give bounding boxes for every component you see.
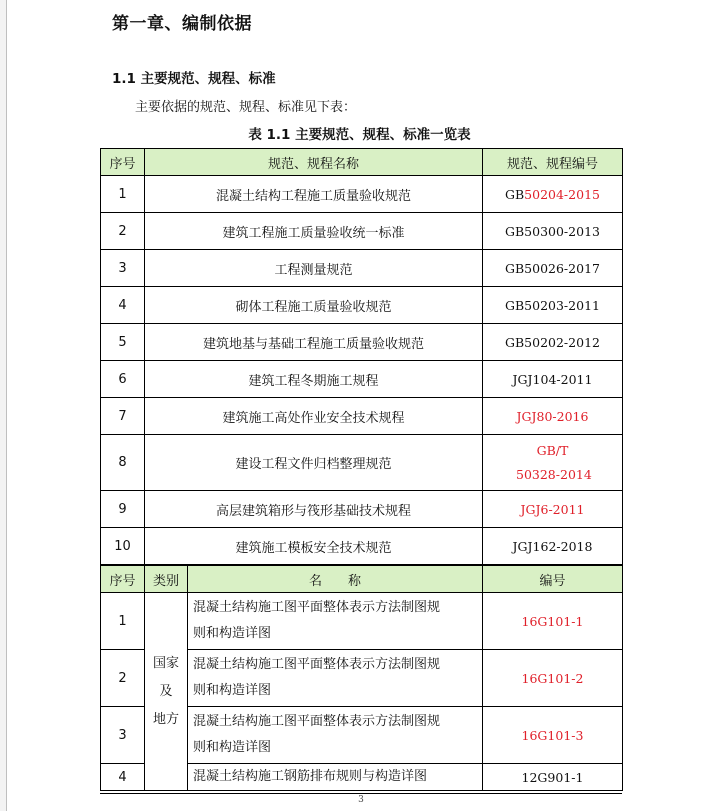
category-cell	[145, 593, 188, 791]
table-header-row	[101, 149, 623, 176]
atlas-table	[100, 565, 623, 791]
name-line-2: 则和构造详图	[193, 683, 272, 698]
table-row	[101, 435, 623, 491]
code-line-2: 50328-2014	[516, 466, 592, 482]
row-name: 建筑施工模板安全技术规范	[145, 528, 483, 565]
row-name	[188, 707, 483, 764]
code-prefix: GB	[505, 186, 525, 202]
category-line: 地方	[152, 711, 179, 727]
row-name: 建设工程文件归档整理规范	[145, 435, 483, 491]
row-name: 混凝土结构工程施工质量验收规范	[145, 176, 483, 213]
header-category: 类别	[145, 566, 188, 593]
row-name	[188, 593, 483, 650]
row-no: 3	[101, 250, 145, 287]
row-code: JGJ162-2018	[483, 528, 623, 565]
table-row	[101, 176, 623, 213]
row-name: 工程测量规范	[145, 250, 483, 287]
row-no: 2	[101, 213, 145, 250]
category-line: 国家	[152, 655, 179, 671]
code-number: 50204-2015	[524, 186, 600, 202]
category-line: 及	[159, 683, 173, 699]
row-name: 高层建筑箱形与筏形基础技术规程	[145, 491, 483, 528]
header-name: 规范、规程名称	[145, 149, 483, 176]
header-no: 序号	[101, 149, 145, 176]
table-row	[101, 593, 623, 650]
code-line-1: GB/T	[536, 442, 569, 458]
row-name: 建筑工程施工质量验收统一标准	[145, 213, 483, 250]
row-no: 3	[101, 707, 145, 764]
page-left-edge	[0, 0, 7, 811]
header-name: 名 称	[188, 566, 483, 593]
row-code: GB50026-2017	[483, 250, 623, 287]
row-name: 建筑施工高处作业安全技术规程	[145, 398, 483, 435]
row-no: 5	[101, 324, 145, 361]
row-no: 10	[101, 528, 145, 565]
table-row	[101, 213, 623, 250]
header-code: 编号	[483, 566, 623, 593]
table-row	[101, 491, 623, 528]
table-row	[101, 398, 623, 435]
row-code: 16G101-3	[483, 707, 623, 764]
row-no: 2	[101, 650, 145, 707]
standards-table	[100, 148, 623, 565]
row-name: 建筑地基与基础工程施工质量验收规范	[145, 324, 483, 361]
row-code: 12G901-1	[483, 764, 623, 791]
header-no: 序号	[101, 566, 145, 593]
row-name: 建筑工程冬期施工规程	[145, 361, 483, 398]
row-name: 砌体工程施工质量验收规范	[145, 287, 483, 324]
table-row	[101, 324, 623, 361]
header-code: 规范、规程编号	[483, 149, 623, 176]
name-line-2: 则和构造详图	[193, 740, 272, 755]
row-no: 1	[101, 176, 145, 213]
section-title: 1.1 主要规范、规程、标准	[112, 71, 276, 87]
row-no: 4	[101, 287, 145, 324]
name-line-1: 混凝土结构施工图平面整体表示方法制图规	[193, 657, 441, 672]
table-row	[101, 250, 623, 287]
row-name	[188, 650, 483, 707]
row-code	[483, 435, 623, 491]
row-code: GB50300-2013	[483, 213, 623, 250]
name-line-1: 混凝土结构施工图平面整体表示方法制图规	[193, 600, 441, 615]
table-row	[101, 528, 623, 565]
intro-text: 主要依据的规范、规程、标准见下表：	[135, 100, 357, 115]
table-row	[101, 287, 623, 324]
row-code	[483, 176, 623, 213]
row-no: 8	[101, 435, 145, 491]
row-code: GB50203-2011	[483, 287, 623, 324]
chapter-title: 第一章、编制依据	[112, 14, 252, 34]
row-code: 16G101-1	[483, 593, 623, 650]
row-code: JGJ80-2016	[483, 398, 623, 435]
row-no: 9	[101, 491, 145, 528]
row-no: 4	[101, 764, 145, 791]
row-code: 16G101-2	[483, 650, 623, 707]
row-no: 1	[101, 593, 145, 650]
row-no: 7	[101, 398, 145, 435]
table-row	[101, 361, 623, 398]
table-header-row	[101, 566, 623, 593]
page-number: 3	[100, 793, 622, 805]
row-code: GB50202-2012	[483, 324, 623, 361]
row-no: 6	[101, 361, 145, 398]
name-line-2: 则和构造详图	[193, 626, 272, 641]
table-caption: 表 1.1 主要规范、规程、标准一览表	[248, 127, 471, 143]
name-line-1: 混凝土结构施工图平面整体表示方法制图规	[193, 714, 441, 729]
row-code: JGJ104-2011	[483, 361, 623, 398]
row-code: JGJ6-2011	[483, 491, 623, 528]
row-name: 混凝土结构施工钢筋排布规则与构造详图	[188, 764, 483, 791]
